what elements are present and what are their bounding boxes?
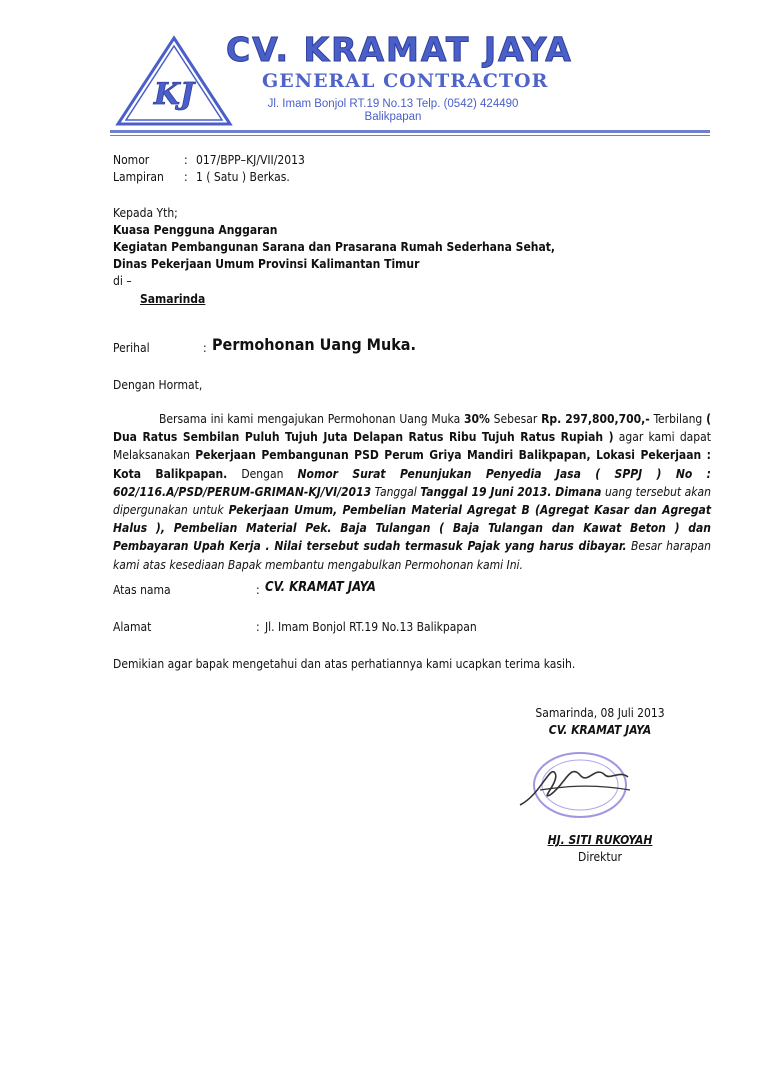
atas-nama-label: Atas nama [113,583,171,597]
svg-text:KJ: KJ [153,77,195,112]
subject-sep: : [203,341,207,355]
letterhead-rule-thin [110,135,710,136]
nomor-sep: : [184,153,188,167]
salutation: Dengan Hormat, [113,378,203,392]
subject-value: Permohonan Uang Muka. [212,335,416,354]
alamat-value: Jl. Imam Bonjol RT.19 No.13 Balikpapan [265,620,477,634]
lampiran-value: 1 ( Satu ) Berkas. [196,170,290,184]
recipient-line2: Kegiatan Pembangunan Sarana dan Prasarana Rumah Sederhana Sehat, [113,240,555,254]
company-city: Balikpapan [364,111,422,123]
subject-label: Perihal [113,341,150,355]
lampiran-sep: : [184,170,188,184]
closing-text: Demikian agar bapak mengetahui dan atas perhatiannya kami ucapkan terima kasih. [113,657,576,671]
greeting: Kepada Yth; [113,206,178,220]
recipient-line3: Dinas Pekerjaan Umum Provinsi Kalimantan Timur [113,257,420,271]
company-name: CV. KRAMAT JAYA [226,30,573,69]
company-address: Jl. Imam Bonjol RT.19 No.13 Telp. (0542) 424490 [267,98,519,110]
recipient-line1: Kuasa Pengguna Anggaran [113,223,278,237]
signature-place-date: Samarinda, 08 Juli 2013 [535,706,665,720]
recipient-di: di – [113,274,132,288]
signature-company: CV. KRAMAT JAYA [548,723,652,737]
company-subtitle: GENERAL CONTRACTOR [262,70,549,92]
body-paragraph: Bersama ini kami mengajukan Permohonan Uang Muka 30% Sebesar Rp. 297,800,700,- Terbilang ( Dua Ratus Sembilan Puluh Tujuh Juta Delapan Ratus Ribu Tujuh Ratus Rupiah ) agar kami dapat Melaksanakan Pekerjaan Pembangunan PSD Perum Griya Mandiri Balikpapan, Lokasi Pekerjaan : Kota Balikpapan. Dengan Nomor Surat Penunjukan Penyedia Jasa ( SPPJ ) No : 602/116.A/PSD/PERUM-GRIMAN-KJ/VI/2013 Tanggal Tanggal 19 Juni 2013. Dimana uang tersebut akan dipergunakan untuk Pekerjaan Umum, Pembelian Material Agregat B (Agregat Kasar dan Agregat Halus ), Pembelian Material Pek. Baja Tulangan ( Baja Tulangan dan Kawat Beton ) dan Pembayaran Upah Kerja . Nilai tersebut sudah termasuk Pajak yang harus dibayar. Besar harapan kami atas kesediaan Bapak membantu mengabulkan Permohonan kami Ini. [113,412,712,572]
signature-title: Direktur [578,850,622,864]
nomor-label: Nomor [113,153,150,167]
atas-nama-value: CV. KRAMAT JAYA [265,580,376,595]
atas-nama-sep: : [256,583,260,597]
alamat-sep: : [256,620,260,634]
company-logo [112,32,236,128]
stamp-signature-image [510,745,660,830]
lampiran-label: Lampiran [113,170,164,184]
alamat-label: Alamat [113,620,152,634]
recipient-city: Samarinda [140,292,206,306]
signature-name: HJ. SITI RUKOYAH [547,833,653,847]
nomor-value: 017/BPP–KJ/VII/2013 [196,153,305,167]
letterhead-rule-thick [110,130,710,133]
